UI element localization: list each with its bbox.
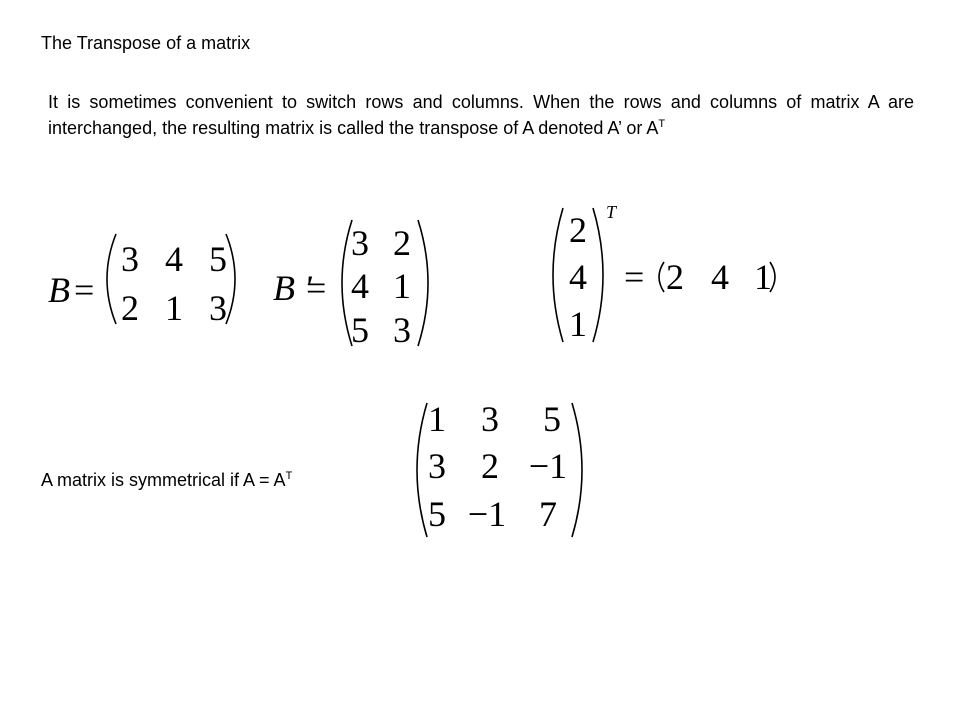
- matrix-b-prime-cell: 5: [351, 310, 369, 350]
- transpose-superscript: T: [606, 202, 617, 222]
- row-vector-cell: 2: [666, 257, 684, 297]
- matrix-b-cell: 1: [165, 288, 183, 328]
- matrix-b-cell: 3: [121, 239, 139, 279]
- symmetric-matrix-cell: −1: [528, 446, 568, 486]
- intro-text: It is sometimes convenient to switch rows and columns. When the rows and columns of matrix A are interchanged, the resulting matrix is called the transpose of A denoted A’ or A: [48, 92, 914, 138]
- matrix-b-prime-cell: 3: [351, 223, 369, 263]
- b-prime-equals: =: [306, 268, 327, 308]
- column-vector-cell: 4: [569, 257, 587, 297]
- column-vector-right-paren: [593, 208, 603, 342]
- intro-superscript: T: [658, 118, 666, 130]
- b-prime-label: B ': [273, 268, 312, 308]
- symmetric-matrix-right-paren: [572, 403, 582, 537]
- symmetric-definition: [41, 470, 292, 491]
- row-vector-left-paren: [659, 262, 664, 292]
- matrix-b-cell: 3: [209, 288, 227, 328]
- symmetric-matrix-cell: 5: [543, 399, 561, 439]
- matrix-b-prime-cell: 3: [393, 310, 411, 350]
- equation-b: [48, 234, 235, 328]
- matrix-b-prime-right-paren: [418, 220, 428, 346]
- symmetric-matrix-left-paren: [417, 403, 427, 537]
- symmetric-superscript: T: [285, 470, 293, 482]
- matrix-b-prime-cell: 1: [393, 266, 411, 306]
- matrix-b-cell: 4: [165, 239, 183, 279]
- page-title: The Transpose of a matrix: [41, 33, 251, 53]
- row-vector-cell: 4: [711, 257, 729, 297]
- symmetric-matrix-cell: 2: [481, 446, 499, 486]
- matrix-b-cell: 5: [209, 239, 227, 279]
- matrix-b-cell: 2: [121, 288, 139, 328]
- column-vector-cell: 2: [569, 210, 587, 250]
- symmetric-matrix-cell: −1: [467, 494, 507, 534]
- symmetric-matrix-cell: 7: [539, 494, 557, 534]
- symmetric-matrix-cell: 3: [428, 446, 446, 486]
- matrix-b-prime-cell: 4: [351, 266, 369, 306]
- equation-b-prime: [273, 220, 428, 350]
- equation-vector-transpose: [553, 202, 775, 344]
- symmetric-matrix-cell: 5: [428, 494, 446, 534]
- row-vector-cell: 1: [754, 257, 772, 297]
- matrix-b-prime-cell: 2: [393, 223, 411, 263]
- column-vector-left-paren: [553, 208, 563, 342]
- matrix-b-right-paren: [226, 234, 235, 324]
- symmetric-matrix-cell: 3: [481, 399, 499, 439]
- symmetric-matrix: [417, 399, 582, 537]
- symmetric-text: A matrix is symmetrical if A = A: [41, 470, 286, 490]
- b-label: B: [48, 270, 70, 310]
- symmetric-matrix-cell: 1: [428, 399, 446, 439]
- b-equals: =: [74, 270, 95, 310]
- column-vector-cell: 1: [569, 304, 587, 344]
- matrix-b-left-paren: [107, 234, 116, 324]
- vector-equals: =: [624, 257, 645, 297]
